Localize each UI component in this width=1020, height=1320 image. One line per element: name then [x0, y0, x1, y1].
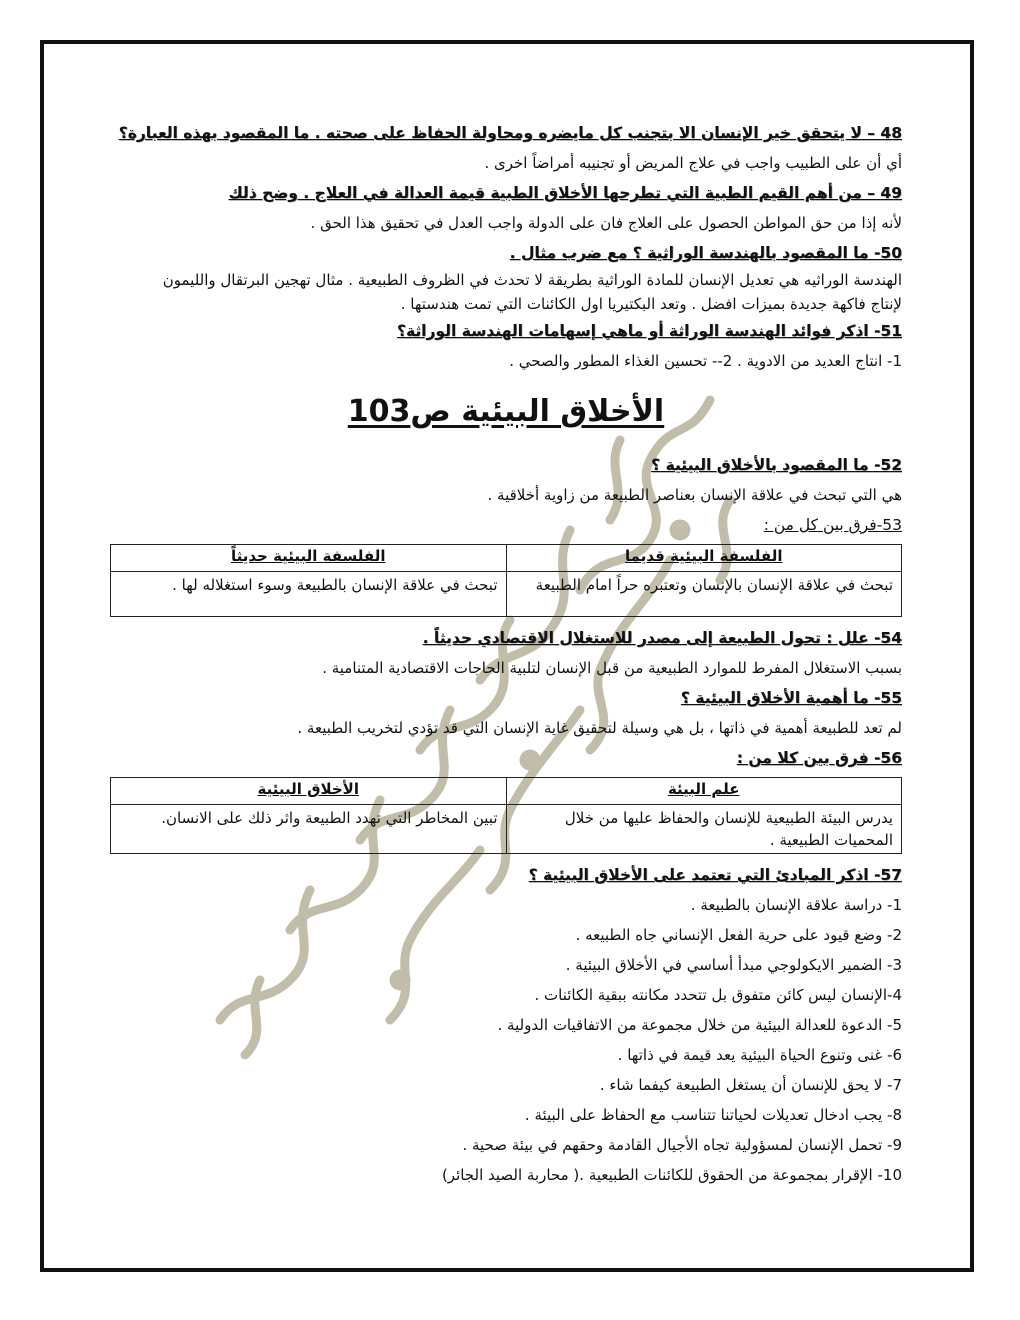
- list-item: 7- لا يحق للإنسان أن يستغل الطبيعة كيفما شاء .: [599, 1076, 902, 1094]
- answer-49: لأنه إذا من حق المواطن الحصول على العلاج فان على الدولة واجب العدل في تحقيق هذا الحق .: [310, 214, 902, 232]
- list-item: 9- تحمل الإنسان لمسؤولية تجاه الأجيال القادمة وحقهم في بيئة صحية .: [462, 1136, 902, 1154]
- list-item: 10- الإقرار بمجموعة من الحقوق للكائنات الطبيعية .( محاربة الصيد الجائر): [441, 1166, 902, 1184]
- section-heading-text: الأخلاق البيئية ص103: [347, 394, 665, 429]
- question-54: 54- علل : تحول الطبيعة إلى مصدر للاستغلال الاقتصادي حديثاً .: [422, 629, 902, 647]
- list-item: 6- غنى وتنوع الحياة البيئية يعد قيمة في ذاتها .: [617, 1046, 902, 1064]
- answer-50-line-2: لإنتاج فاكهة جديدة بميزات افضل . وتعد البكتيريا اول الكائنات التي تمت هندستها .: [400, 295, 902, 313]
- question-50: 50- ما المقصود بالهندسة الوراثية ؟ مع ضرب مثال .: [509, 244, 902, 262]
- list-item: 4-الإنسان ليس كائن متفوق بل تتحدد مكانته ببقية الكائنات .: [534, 986, 902, 1004]
- document-body: [110, 118, 902, 1190]
- principles-list: [110, 890, 902, 1190]
- question-51: 51- اذكر فوائد الهندسة الوراثة أو ماهي إسهامات الهندسة الوراثة؟: [396, 322, 902, 340]
- answer-50-line-1: الهندسة الوراثيه هي تعديل الإنسان للمادة الوراثية بطريقة لا تحدث في الظروف الطبيعية . مثال تهجين البرتقال والليمون: [162, 271, 902, 289]
- comparison-table-53: [110, 544, 902, 617]
- list-item: 1- دراسة علاقة الإنسان بالطبيعة .: [690, 896, 902, 914]
- table-cell: تبين المخاطر التي تهدد الطبيعة واثر ذلك على الانسان.: [111, 805, 507, 854]
- table-row: [111, 778, 902, 805]
- question-53: 53-فرق بين كل من :: [763, 516, 902, 534]
- table-header-cell: الأخلاق البيئية: [111, 778, 507, 805]
- comparison-table-56: [110, 777, 902, 854]
- question-56: 56- فرق بين كلا من :: [736, 749, 902, 767]
- question-57: 57- اذكر المبادئ التي تعتمد على الأخلاق البيئية ؟: [528, 866, 902, 884]
- list-item: 3- الضمير الايكولوجي مبدأ أساسي في الأخلاق البيئية .: [565, 956, 902, 974]
- table-row: [111, 545, 902, 572]
- table-cell: يدرس البيئة الطبيعية للإنسان والحفاظ عليها من خلال المحميات الطبيعية .: [506, 805, 902, 854]
- section-heading: [110, 392, 902, 432]
- table-cell: تبحث في علاقة الإنسان بالإنسان وتعتبره حراً امام الطبيعة: [506, 572, 902, 617]
- table-row: [111, 572, 902, 617]
- answer-52: هي التي تبحث في علاقة الإنسان بعناصر الطبيعة من زاوية أخلاقية .: [487, 486, 902, 504]
- table-cell: تبحث في علاقة الإنسان بالطبيعة وسوء استغلاله لها .: [111, 572, 507, 617]
- answer-48: أي أن على الطبيب واجب في علاج المريض أو تجنيبه أمراضاً اخرى .: [484, 154, 902, 172]
- table-header-cell: الفلسفة البيئية حديثاً: [111, 545, 507, 572]
- table-header-cell: الفلسفة البيئية قديما: [506, 545, 902, 572]
- answer-54: بسبب الاستغلال المفرط للموارد الطبيعية من قبل الإنسان لتلبية الحاجات الاقتصادية المتنامية .: [322, 659, 902, 677]
- question-49: 49 – من أهم القيم الطبية التي تطرحها الأخلاق الطبية قيمة العدالة في العلاج . وضح ذلك: [228, 184, 902, 202]
- list-item: 2- وضع قيود على حرية الفعل الإنساني جاه الطبيعه .: [575, 926, 902, 944]
- list-item: 8- يجب ادخال تعديلات لحياتنا تتناسب مع الحفاظ على البيئة .: [524, 1106, 902, 1124]
- question-52: 52- ما المقصود بالأخلاق البيئية ؟: [651, 456, 902, 474]
- list-item: 5- الدعوة للعدالة البيئية من خلال مجموعة من الاتفاقيات الدولية .: [497, 1016, 902, 1034]
- answer-55: لم تعد للطبيعة أهمية في ذاتها ، بل هي وسيلة لتحقيق غاية الإنسان التي قد تؤدي لتخريب الطبيعة .: [297, 719, 902, 737]
- question-48: 48 – لا يتحقق خير الإنسان الا بتجنب كل مايضره ومحاولة الحفاظ على صحته . ما المقصود بهذه العبارة؟: [118, 124, 902, 142]
- table-header-cell: علم البيئة: [506, 778, 902, 805]
- table-row: [111, 805, 902, 854]
- question-55: 55- ما أهمية الأخلاق البيئية ؟: [680, 689, 902, 707]
- answer-51: 1- انتاج العديد من الادوية . 2-- تحسين الغذاء المطور والصحي .: [509, 352, 902, 370]
